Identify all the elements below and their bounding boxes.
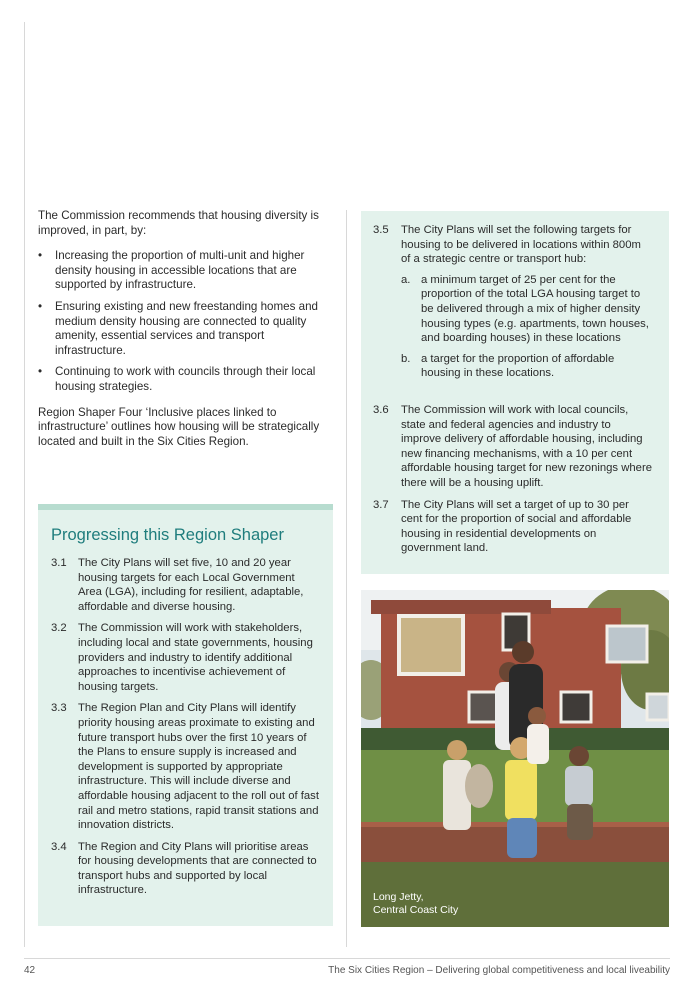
recommendation-item (51, 701, 321, 832)
recommendation-item (51, 621, 321, 694)
rec-number: 3.7 (373, 498, 389, 511)
progress-list (51, 556, 321, 905)
caption-line: Central Coast City (373, 904, 459, 916)
column-rule (346, 210, 347, 947)
intro-bullets (38, 249, 338, 394)
targets-list (373, 223, 653, 563)
recommendation-item (373, 223, 653, 387)
progress-title: Progressing this Region Shaper (51, 526, 284, 544)
bullet-item: • Continuing to work with councils through their local housing strategies. (38, 365, 338, 394)
progress-box (38, 504, 333, 926)
rec-text: The Region and City Plans will prioritise areas for housing developments that are connected to transport hubs and supported by local infrastructure. (78, 840, 317, 897)
caption-line: Long Jetty, (373, 891, 424, 903)
footer-rule (24, 958, 670, 959)
recommendation-item (373, 498, 653, 556)
intro-section (38, 209, 338, 449)
rec-number: 3.2 (51, 622, 67, 635)
intro-lead: The Commission recommends that housing diversity is improved, in part, by: (38, 209, 319, 237)
sub-text: a minimum target of 25 per cent for the proportion of the total LGA housing target to be delivered through a mix of higher density housing types (e.g. apartments, town houses, and boarding houses) in these locations (421, 273, 649, 345)
bullet-item: • Ensuring existing and new freestanding homes and medium density housing are connected to quality amenity, essential services and transport infrastructure. (38, 300, 338, 358)
sub-text: a target for the proportion of affordable housing in these locations. (421, 352, 615, 380)
rec-number: 3.1 (51, 557, 67, 569)
recommendation-item (373, 403, 653, 491)
sub-item (401, 273, 653, 346)
sub-letter: b. (401, 352, 411, 365)
left-rule (24, 22, 25, 947)
sub-letter: a. (401, 273, 411, 286)
footer-title: The Six Cities Region – Delivering global competitiveness and local liveability (328, 965, 670, 976)
intro-closing: Region Shaper Four ‘Inclusive places linked to infrastructure’ outlines how housing will be strategically located and built in the Six Cities Region. (38, 405, 320, 448)
rec-text: The Region Plan and City Plans will identify priority housing areas proximate to existing and future transport hubs over the first 10 years of the Plans to ensure supply is increased and development is supported by appropriate infrastructure. This will include diverse and affordable housing adjacent to the roll out of fast rail and metro stations, rapid transit stations and innovation districts. (78, 702, 319, 832)
photo-caption (373, 891, 458, 917)
rec-number: 3.3 (51, 702, 67, 715)
recommendation-item (51, 556, 321, 614)
recommendation-item (51, 840, 321, 898)
rec-number: 3.5 (373, 224, 389, 236)
bullet-item: • Increasing the proportion of multi-unit and higher density housing in accessible locations that are supported by infrastructure. (38, 249, 338, 293)
page-number: 42 (24, 965, 36, 976)
rec-text: The Commission will work with local councils, state and federal agencies and industry to improve delivery of affordable housing, including new financing mechanisms, with a 10 per cent affordable housing target for new rezonings where there will be a housing uplift. (401, 403, 652, 489)
rec-text: The Commission will work with stakeholders, including local and state governments, housing providers and industry to identify additional approaches to incentivise achievement of housing targets. (78, 622, 313, 693)
rec-number: 3.4 (51, 840, 67, 853)
rec-text: The City Plans will set the following targets for housing to be delivered in locations within 800m of a strategic centre or transport hub: (401, 224, 641, 266)
rec-text: The City Plans will set a target of up to 30 per cent for the proportion of social and affordable housing in residential developments on government land. (401, 498, 632, 555)
family-photo (361, 590, 669, 927)
sub-item (401, 352, 653, 381)
rec-number: 3.6 (373, 403, 389, 416)
rec-text: The City Plans will set five, 10 and 20 year housing targets for each Local Government Area (LGA), including for resilient, adaptable, affordable and diverse housing. (78, 557, 304, 613)
photo-illustration (361, 590, 669, 927)
targets-box (361, 211, 669, 574)
